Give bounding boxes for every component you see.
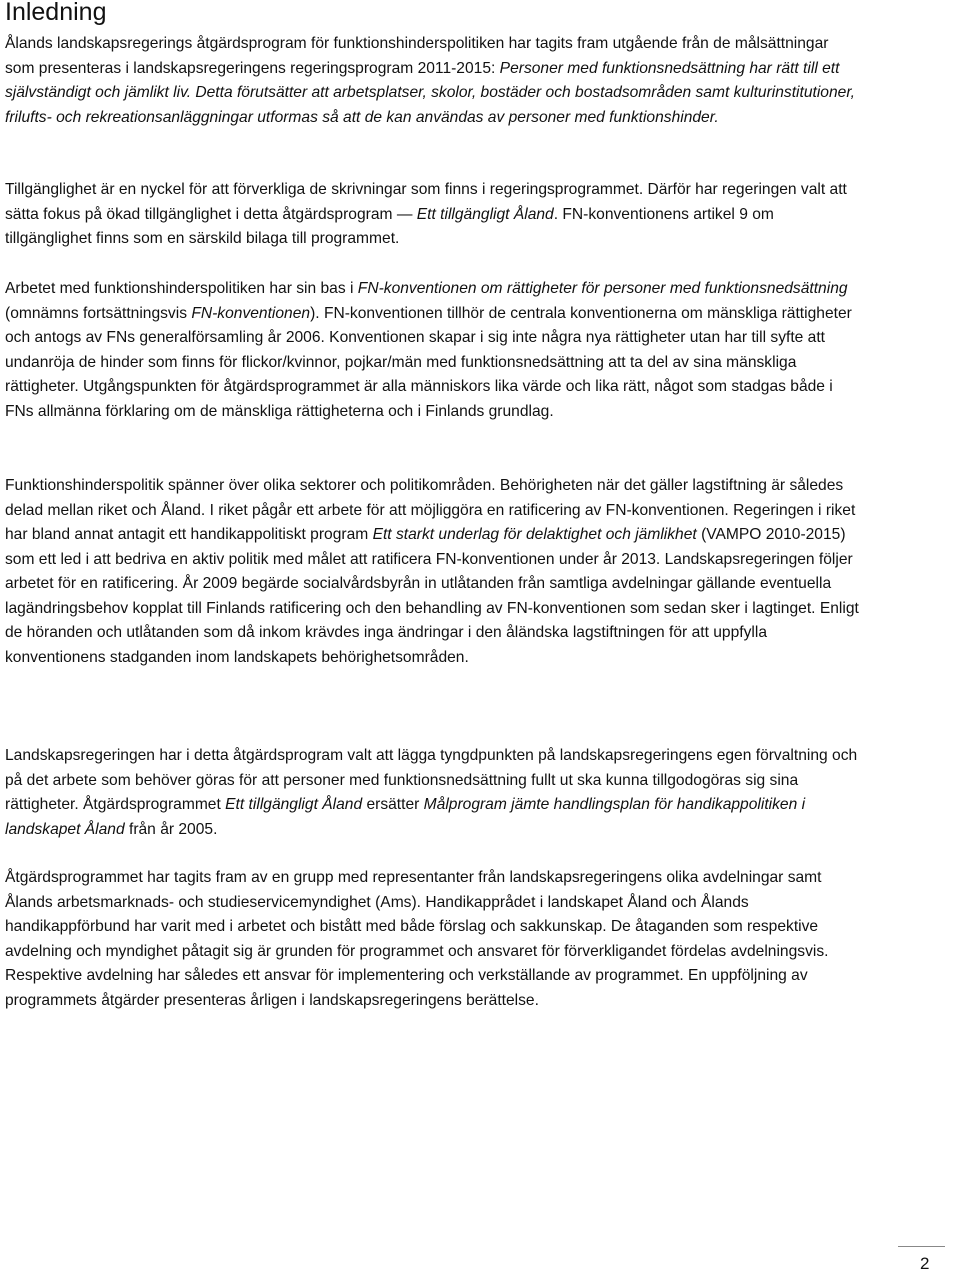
paragraph-un-convention xyxy=(5,277,860,424)
paragraph-program-development xyxy=(5,866,860,1013)
text-run: Ålands landskapsregerings åtgärdsprogram för funktionshinderspolitiken har tagits fram utgående från de målsättningar som presenteras i landskapsregeringens regeringsprogram 2011-2015: xyxy=(5,35,829,77)
text-run: Tillgänglighet är en nyckel för att förverkliga de skrivningar som finns i regeringsprogrammet. Därför har regeringen valt att sätta fokus på ökad tillgänglighet i detta åtgärdsprogram — xyxy=(5,181,847,223)
italic-text-run: Ett tillgängligt Åland xyxy=(225,796,363,813)
italic-text-run: Personer med funktionsnedsättning har rätt till ett självständigt och jämlikt liv. Detta förutsätter att arbetsplatser, skolor, bostäder och bostadsområden samt kulturinstitutioner, frilufts- och rekreationsanläggningar utformas så att de kan användas av personer med funktionshinder. xyxy=(5,59,855,126)
italic-text-run: Ett tillgängligt Åland xyxy=(416,205,554,223)
text-run: (VAMPO 2010-2015) som ett led i att bedriva en aktiv politik med målet att ratificera FN-konventionen under år 2013. Landskapsregeringen följer arbetet för en ratificering. År 2009 begärde socialvårdsbyrån in utlåtanden från samtliga avdelningar gällande eventuella lagändringsbehov kopplat till Finlands ratificering och den behandling av FN-konventionen som sedan sker i lagtinget. Enligt de höranden och utlåtanden som då inkom krävdes inga ändringar i den åländska lagstiftningen för att uppfylla konventionens stadganden inom landskapets behörighetsområden. xyxy=(5,526,859,666)
italic-text-run: FN-konventionen xyxy=(191,304,311,322)
footer-divider xyxy=(898,1246,945,1247)
text-run: från år 2005. xyxy=(124,820,218,838)
paragraph-accessibility xyxy=(5,178,860,252)
page-title: Inledning xyxy=(5,0,107,26)
text-run: ). FN-konventionen tillhör de centrala konventionerna om mänskliga rättigheter och antogs av FNs generalförsamling år 2006. Konventionen skapar i sig inte några nya rättigheter utan har till syfte att undanröja de hinder som finns för flickor/kvinnor, pojkar/män med funktionsnedsättning att ta del av sina mänskliga rättigheter. Utgångspunkten för åtgärdsprogrammet är alla människors lika värde och lika rätt, något som stadgas både i FNs allmänna förklaring om de mänskliga rättigheterna och i Finlands grundlag. xyxy=(5,304,852,420)
paragraph-program-focus xyxy=(5,744,860,842)
italic-text-run: Ett starkt underlag för delaktighet och jämlikhet xyxy=(372,526,697,543)
text-run: Landskapsregeringen har i detta åtgärdsprogram valt att lägga tyngdpunkten på landskapsregeringens egen förvaltning och på det arbete som behöver göras för att personer med funktionsnedsättning fullt ut ska kunna tillgodogöras sig sina rättigheter. Åtgärdsprogrammet xyxy=(5,747,858,813)
text-run: (omnämns fortsättningsvis xyxy=(5,304,192,322)
text-run: Åtgärdsprogrammet har tagits fram av en grupp med representanter från landskapsregeringens olika avdelningar samt Ålands arbetsmarknads- och studieservicemyndighet (Ams). Handikapprådet i landskapet Åland och Ålands handikappförbund har varit med i arbetet och bistått med både förslag och sakkunskap. De åtaganden som respektive avdelning och myndighet påtagit sig är grunden för programmet och ansvaret för förverkligandet fördelas avdelningsvis. Respektive avdelning har således ett ansvar för implementering och verkställande av programmet. En uppföljning av programmets åtgärder presenteras årligen i landskapsregeringens berättelse. xyxy=(5,869,829,1009)
italic-text-run: Målprogram jämte handlingsplan för handikappolitiken i landskapet Åland xyxy=(5,796,806,838)
italic-text-run: FN-konventionen om rättigheter för personer med funktionsnedsättning xyxy=(357,280,848,297)
text-run: ersätter xyxy=(362,796,424,813)
text-run: . FN-konventionens artikel 9 om tillgänglighet finns som en särskild bilaga till programmet. xyxy=(5,205,774,247)
text-run: Arbetet med funktionshinderspolitiken har sin bas i xyxy=(5,280,358,297)
paragraph-intro xyxy=(5,32,860,130)
text-run: Funktionshinderspolitik spänner över olika sektorer och politikområden. Behörigheten när det gäller lagstiftning är således delad mellan riket och Åland. I riket pågår ett arbete för att möjliggöra en ratificering av FN-konventionen. Regeringen i riket har bland annat antagit ett handikappolitiskt program xyxy=(5,477,856,543)
paragraph-policy-sectors xyxy=(5,474,860,670)
page-number: 2 xyxy=(920,1254,930,1273)
